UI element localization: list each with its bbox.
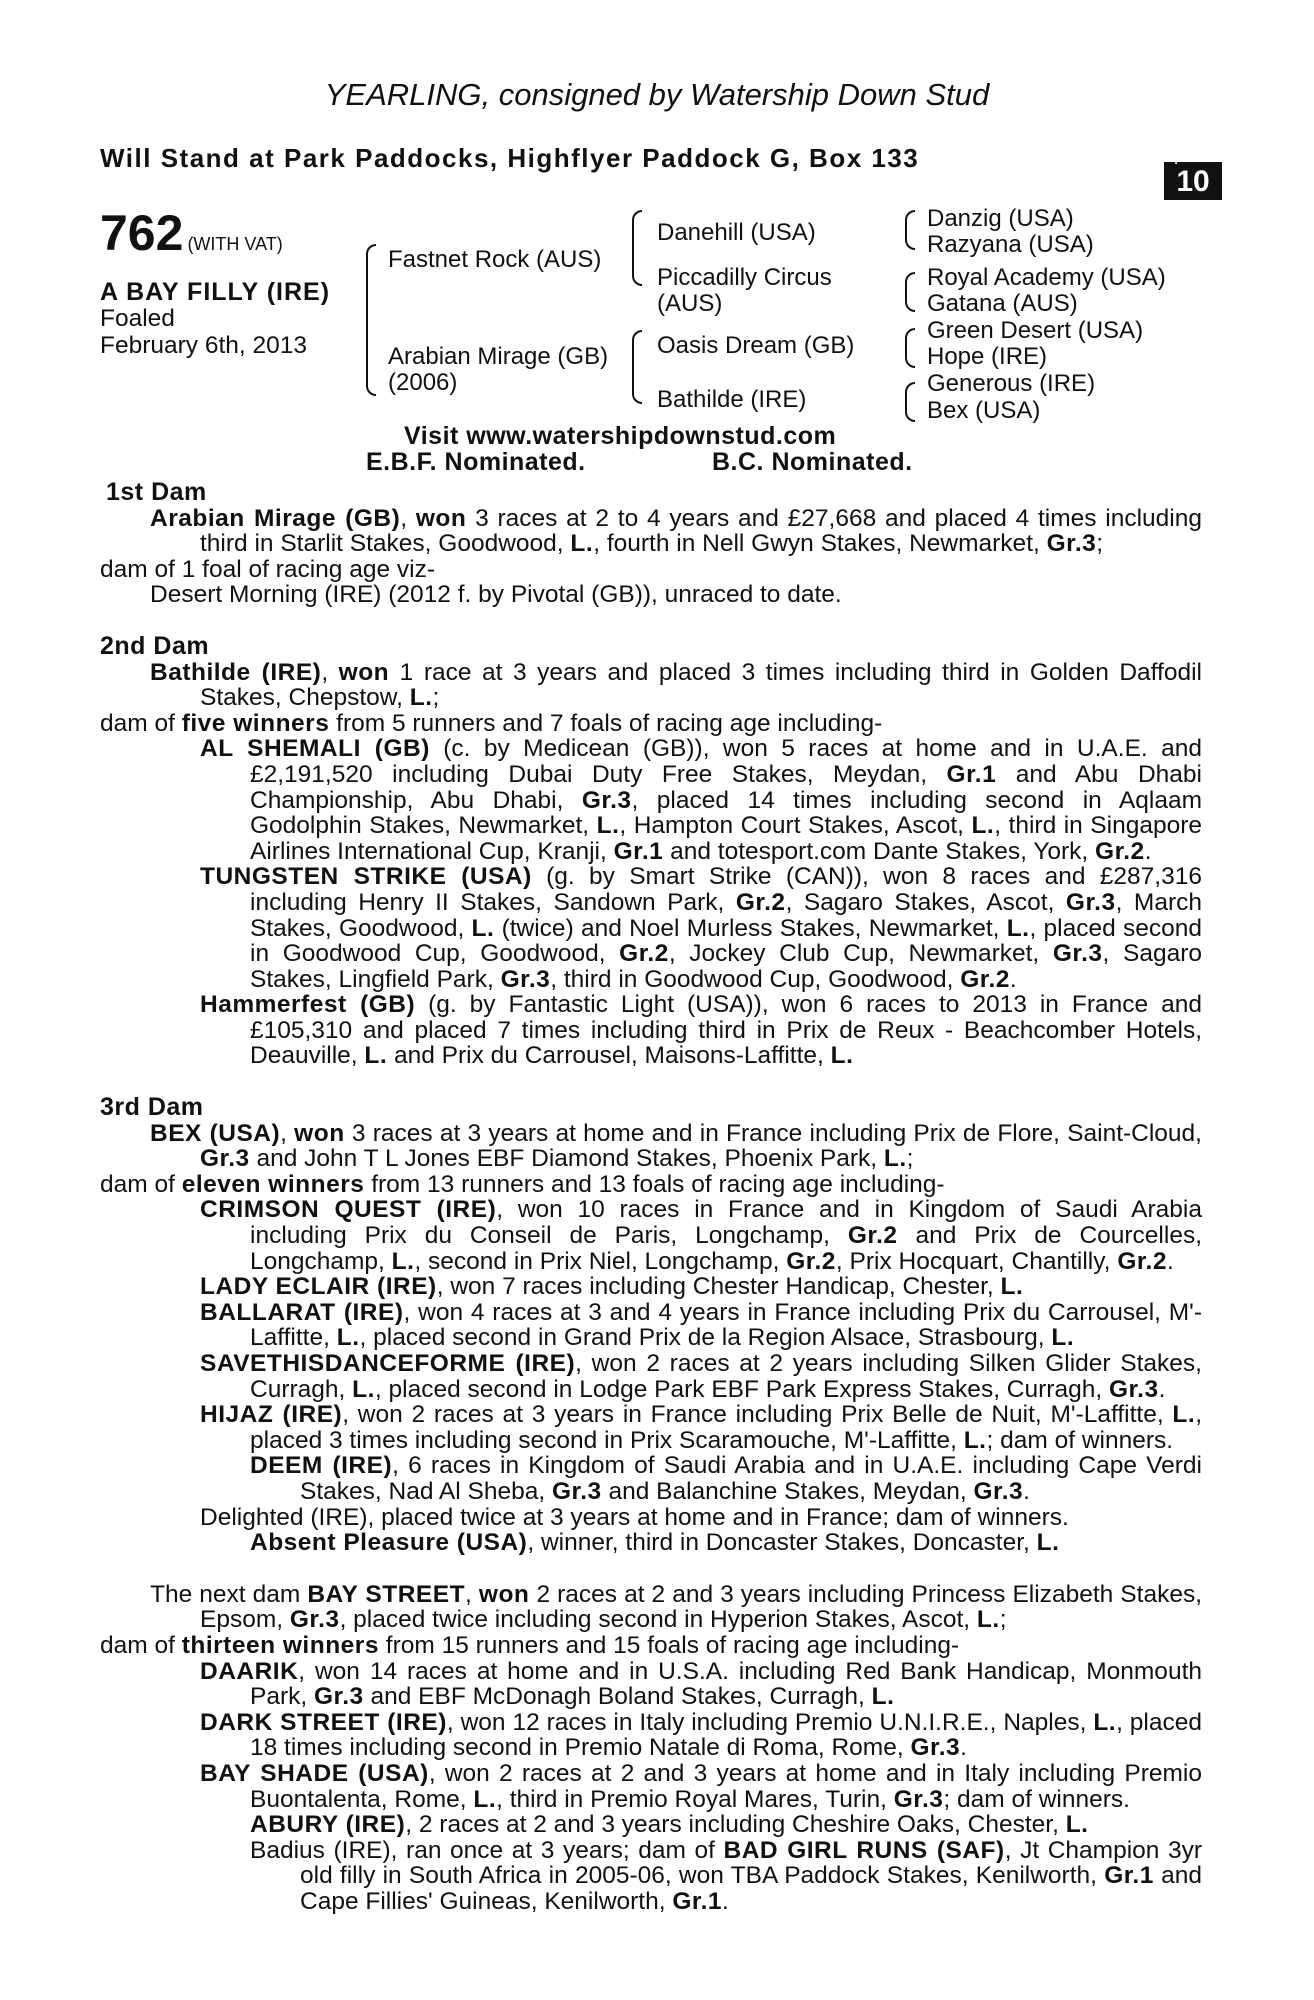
dam3-progeny-ballarat: BALLARAT (IRE), won 4 races at 3 and 4 years in France including Prix du Carrousel, M'-Laffitte, L., placed second in Grand Prix de la Region Alsace, Strasbourg, L. <box>200 1298 1203 1352</box>
ds-dam: Hope (IRE) <box>927 343 1048 370</box>
bracket-ds <box>905 328 915 368</box>
dam3-record: BEX (USA), won 3 races at 3 years at home and in France including Prix de Flore, Saint-Cloud, Gr.3 and John T L Jones EBF Diamond Stakes, Phoenix Park, L.; <box>150 1119 1202 1173</box>
ebf-nominated: E.B.F. Nominated. <box>366 448 586 476</box>
ss-sire: Danzig (USA) <box>927 205 1074 232</box>
dam3-progeny-absent-pleasure: Absent Pleasure (USA), winner, third in Doncaster Stakes, Doncaster, L. <box>250 1529 1060 1557</box>
dam1-foal: Desert Morning (IRE) (2012 f. by Pivotal (GB)), unraced to date. <box>150 581 842 609</box>
dam-sire: Oasis Dream (GB) <box>657 332 855 359</box>
stand-location: Will Stand at Park Paddocks, Highflyer Paddock G, Box 133 <box>100 143 920 173</box>
dam3-foals: dam of eleven winners from 13 runners and 13 foals of racing age including- <box>100 1170 945 1198</box>
dam2-foals: dam of five winners from 5 runners and 7 foals of racing age including- <box>100 709 883 737</box>
website-link[interactable]: Visit www.watershipdownstud.com <box>404 422 837 450</box>
dam-dam: Bathilde (IRE) <box>657 386 807 413</box>
badge-plus: + <box>1172 152 1181 168</box>
foaled-date: February 6th, 2013 <box>100 332 308 359</box>
third-dam-heading: 3rd Dam <box>100 1093 204 1122</box>
pedigree-notes <box>100 480 1202 1914</box>
ss-dam: Razyana (USA) <box>927 231 1094 258</box>
sd-sire: Royal Academy (USA) <box>927 264 1166 291</box>
dam3-progeny-deem: DEEM (IRE), 6 races in Kingdom of Saudi Arabia and in U.A.E. including Cape Verdi Stakes, Nad Al Sheba, Gr.3 and Balanchine Stakes, Meydan, Gr.3. <box>250 1452 1202 1505</box>
next-dam-progeny-badius: Badius (IRE), ran once at 3 years; dam of BAD GIRL RUNS (SAF), Jt Champion 3yr old filly in South Africa in 2005-06, won TBA Paddock Stakes, Kenilworth, Gr.1 and Cape Fillies' Guineas, Kenilworth, Gr.1. <box>250 1836 1203 1915</box>
sire: Fastnet Rock (AUS) <box>388 246 602 273</box>
sire-dam-line2: (AUS) <box>657 290 723 317</box>
dam2-progeny-hammerfest: Hammerfest (GB) (g. by Fantastic Light (USA)), won 6 races to 2013 in France and £105,310 and placed 7 times including third in Prix de Reux - Beachcomber Hotels, Deauville, L. and Prix du Carrousel, Maisons-Laffitte, L. <box>200 991 1202 1070</box>
lot-number-block <box>100 205 283 261</box>
page-header: YEARLING, consigned by Watership Down Stud <box>324 77 990 112</box>
badge-number: 10 <box>1176 165 1210 198</box>
dam3-progeny-hijaz: HIJAZ (IRE), won 2 races at 3 years in France including Prix Belle de Nuit, M'-Laffitte, L., placed 3 times including second in Prix Scaramouche, M'-Laffitte, L.; dam of winners. <box>200 1401 1203 1454</box>
next-dam-progeny-daarik: DAARIK, won 14 races at home and in U.S.A. including Red Bank Handicap, Monmouth Park, Gr.3 and EBF McDonagh Boland Stakes, Curragh, L. <box>200 1657 1202 1711</box>
dam2-record: Bathilde (IRE), won 1 race at 3 years and placed 3 times including third in Golden Daffodil Stakes, Chepstow, L.; <box>150 658 1202 712</box>
dam3-progeny-crimson-quest: CRIMSON QUEST (IRE), won 10 races in France and in Kingdom of Saudi Arabia including Prix du Conseil de Paris, Longchamp, Gr.2 and Prix de Courcelles, Longchamp, L., second in Prix Niel, Longchamp, Gr.2, Prix Hocquart, Chantilly, Gr.2. <box>200 1196 1202 1275</box>
foaled-label: Foaled <box>100 305 175 332</box>
lot-vat: (WITH VAT) <box>187 234 283 254</box>
dam1-record: Arabian Mirage (GB), won 3 races at 2 to 4 years and £27,668 and placed 4 times including third in Starlit Stakes, Goodwood, L., fourth in Nell Gwyn Stakes, Newmarket, Gr.3; <box>150 504 1202 558</box>
bracket-ss <box>905 210 915 250</box>
next-dam-progeny-abury: ABURY (IRE), 2 races at 2 and 3 years including Cheshire Oaks, Chester, L. <box>250 1811 1089 1839</box>
dam1-foals: dam of 1 foal of racing age viz- <box>100 555 436 583</box>
dd-dam: Bex (USA) <box>927 397 1041 424</box>
sd-dam: Gatana (AUS) <box>927 290 1078 317</box>
dam3-progeny-savethisdanceforme: SAVETHISDANCEFORME (IRE), won 2 races at 2 years including Silken Glider Stakes, Curragh, L., placed second in Lodge Park EBF Park Express Stakes, Curragh, Gr.3. <box>200 1350 1202 1403</box>
dam3-progeny-lady-eclair: LADY ECLAIR (IRE), won 7 races including Chester Handicap, Chester, L. <box>200 1273 1024 1301</box>
dam2-progeny-al-shemali: AL SHEMALI (GB) (c. by Medicean (GB)), won 5 races at home and in U.A.E. and £2,191,520 including Dubai Duty Free Stakes, Meydan, Gr.1 and Abu Dhabi Championship, Abu Dhabi, Gr.3, placed 14 times including second in Aqlaam Godolphin Stakes, Newmarket, L., Hampton Court Stakes, Ascot, L., third in Singapore Airlines International Cup, Kranji, Gr.1 and totesport.com Dante Stakes, York, Gr.2. <box>200 735 1202 865</box>
next-dam-foals: dam of thirteen winners from 15 runners and 15 foals of racing age including- <box>100 1631 960 1659</box>
dam3-progeny-delighted: Delighted (IRE), placed twice at 3 years at home and in France; dam of winners. <box>200 1503 1069 1531</box>
bracket-gen1 <box>366 244 376 396</box>
next-dam-record: The next dam BAY STREET, won 2 races at 2 and 3 years including Princess Elizabeth Stakes, Epsom, Gr.3, placed twice including second in Hyperion Stakes, Ascot, L.; <box>150 1580 1203 1634</box>
bracket-dam <box>632 330 642 404</box>
next-dam-progeny-dark-street: DARK STREET (IRE), won 12 races in Italy including Premio U.N.I.R.E., Naples, L., placed 18 times including second in Premio Natale di Roma, Rome, Gr.3. <box>200 1708 1203 1762</box>
dam2-progeny-tungsten-strike: TUNGSTEN STRIKE (USA) (g. by Smart Strike (CAN)), won 8 races and £287,316 including Henry II Stakes, Sandown Park, Gr.2, Sagaro Stakes, Ascot, Gr.3, March Stakes, Goodwood, L. (twice) and Noel Murless Stakes, Newmarket, L., placed second in Goodwood Cup, Goodwood, Gr.2, Jockey Club Cup, Newmarket, Gr.3, Sagaro Stakes, Lingfield Park, Gr.3, third in Goodwood Cup, Goodwood, Gr.2. <box>200 863 1203 993</box>
bracket-sd <box>905 272 915 312</box>
bc-nominated: B.C. Nominated. <box>712 448 913 476</box>
ds-sire: Green Desert (USA) <box>927 317 1144 344</box>
first-dam-heading: 1st Dam <box>106 478 207 506</box>
dam-line2: (2006) <box>388 369 458 396</box>
second-dam-heading: 2nd Dam <box>100 631 210 660</box>
bracket-dd <box>905 382 915 422</box>
lot-name: A BAY FILLY (IRE) <box>100 278 331 306</box>
bracket-sire <box>632 210 642 286</box>
next-dam-progeny-bay-shade: BAY SHADE (USA), won 2 races at 2 and 3 years at home and in Italy including Premio Buontalenta, Rome, L., third in Premio Royal Mares, Turin, Gr.3; dam of winners. <box>200 1759 1202 1813</box>
sire-sire: Danehill (USA) <box>657 219 816 246</box>
sire-dam-line1: Piccadilly Circus <box>657 264 832 291</box>
badge-10-icon <box>1164 152 1222 200</box>
lot-number: 762 <box>100 205 184 261</box>
dd-sire: Generous (IRE) <box>927 370 1096 397</box>
dam-line1: Arabian Mirage (GB) <box>388 343 609 370</box>
